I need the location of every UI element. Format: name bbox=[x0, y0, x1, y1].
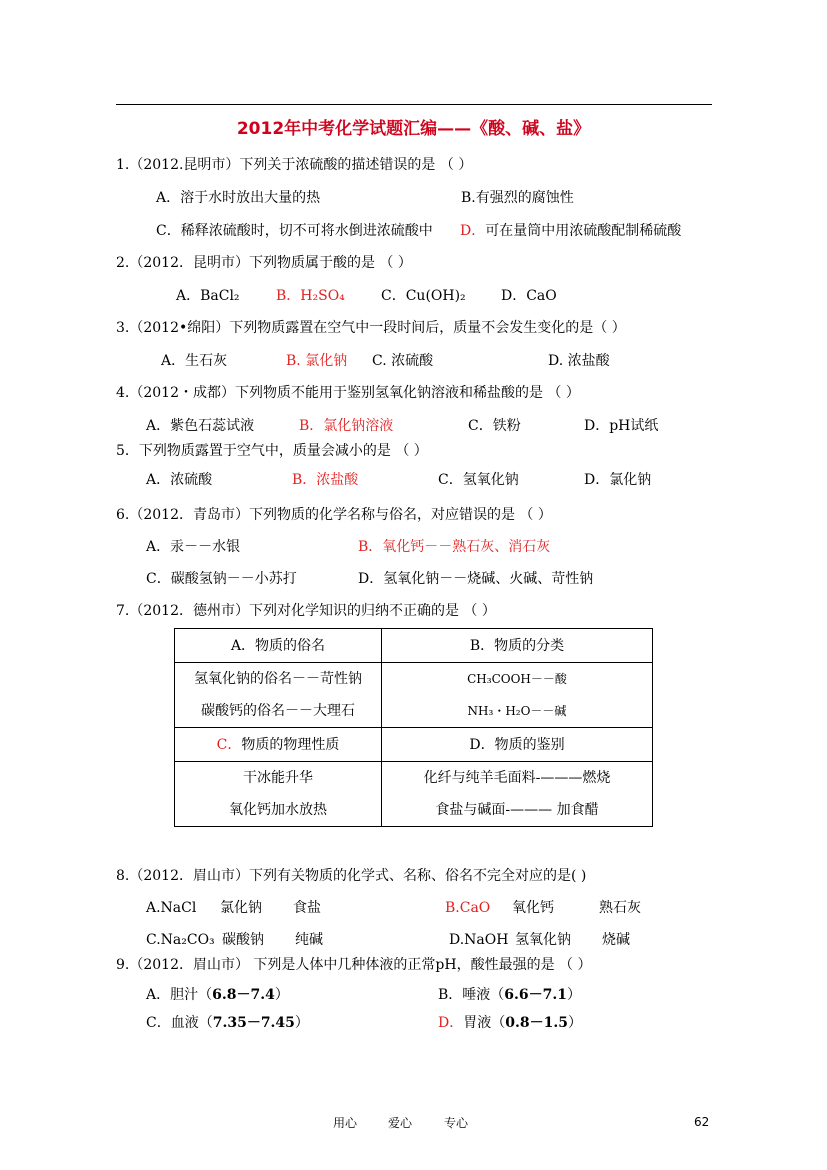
q9-c-close: ） bbox=[294, 1015, 309, 1031]
q8-a-formula: A.NaCl bbox=[146, 900, 197, 916]
q9-d-close: ） bbox=[567, 1015, 582, 1031]
q9-option-c bbox=[146, 1013, 309, 1033]
q7-cell-c-body bbox=[175, 762, 382, 827]
q8-a-name: 氯化钠 bbox=[220, 900, 262, 916]
q7-b-line2: NH₃・H₂O－－碱 bbox=[467, 704, 567, 718]
q2-option-c: C．Cu(OH)₂ bbox=[381, 288, 466, 304]
q9-a-close: ） bbox=[274, 987, 289, 1003]
q1-option-d-text: 可在量筒中用浓硫酸配制稀硫酸 bbox=[485, 223, 682, 239]
q8-b-formula: B.CaO bbox=[445, 900, 491, 916]
q7-cell-b-body bbox=[382, 663, 653, 728]
q9-answer-letter: D． bbox=[438, 1015, 464, 1031]
q2-stem: 2.（2012．昆明市）下列物质属于酸的是 （ ） bbox=[116, 255, 412, 271]
q1-option-c: C．稀释浓硫酸时，切不可将水倒进浓硫酸中 bbox=[156, 223, 433, 239]
q8-c-formula: C.Na₂CO₃ bbox=[146, 932, 215, 948]
q6-option-b: B．氧化钙－－熟石灰、消石灰 bbox=[358, 539, 551, 555]
q7-cell-a-body bbox=[175, 663, 382, 728]
q7-c-line2: 氧化钙加水放热 bbox=[229, 802, 327, 818]
q5-option-b: B．浓盐酸 bbox=[292, 472, 359, 488]
q3-option-b bbox=[286, 351, 347, 371]
q6-option-c: C．碳酸氢钠－－小苏打 bbox=[146, 571, 297, 587]
q5-option-a: A．浓硫酸 bbox=[146, 472, 213, 488]
q4-stem: 4.（2012・成都）下列物质不能用于鉴别氢氧化钠溶液和稀盐酸的是 （ ） bbox=[116, 385, 580, 401]
q9-b-value: 6.6－7.1 bbox=[504, 987, 568, 1003]
q9-b-close: ） bbox=[567, 987, 582, 1003]
q7-cell-b-head: B．物质的分类 bbox=[382, 629, 653, 663]
q4-option-d: D．pH试纸 bbox=[584, 418, 659, 434]
q8-a-common: 食盐 bbox=[293, 900, 321, 916]
q9-option-d bbox=[438, 1013, 582, 1033]
q9-a-text: A．胆汁（ bbox=[146, 987, 213, 1003]
q8-c-common: 纯碱 bbox=[295, 932, 323, 948]
q1-answer-letter: D． bbox=[460, 223, 486, 239]
q8-b-common: 熟石灰 bbox=[599, 900, 641, 916]
q2-option-b: B．H₂SO₄ bbox=[276, 288, 345, 304]
q7-c-line1: 干冰能升华 bbox=[243, 770, 313, 786]
q7-a-line1: 氢氧化钠的俗名－－苛性钠 bbox=[194, 671, 362, 687]
page-number: 62 bbox=[694, 1115, 710, 1129]
page-title: 2012年中考化学试题汇编——《酸、碱、盐》 bbox=[236, 119, 591, 139]
q4-option-a: A．紫色石蕊试液 bbox=[146, 418, 255, 434]
q7-knowledge-table bbox=[174, 628, 653, 827]
q7-c-head-text: 物质的物理性质 bbox=[241, 736, 340, 753]
q2-option-a: A．BaCl₂ bbox=[176, 288, 240, 304]
q8-d-common: 烧碱 bbox=[602, 932, 630, 948]
q1-stem: 1.（2012.昆明市）下列关于浓硫酸的描述错误的是 （ ） bbox=[116, 157, 473, 173]
q7-cell-a-head: A．物质的俗名 bbox=[175, 629, 382, 663]
q7-d-line2: 食盐与碱面-——— 加食醋 bbox=[435, 802, 599, 818]
q7-answer-letter: C． bbox=[216, 736, 242, 753]
q2-option-d: D．CaO bbox=[501, 288, 557, 304]
q6-option-d: D．氢氧化钠－－烧碱、火碱、苛性钠 bbox=[358, 571, 594, 587]
q3-option-b-text: B. 氯化钠 bbox=[286, 353, 348, 369]
q8-stem: 8.（2012．眉山市）下列有关物质的化学式、名称、俗名不完全对应的是( ) bbox=[116, 868, 587, 884]
q4-option-c: C．铁粉 bbox=[468, 418, 521, 434]
q9-b-text: B．唾液（ bbox=[438, 987, 505, 1003]
q7-cell-c-head bbox=[175, 728, 382, 762]
q7-stem: 7.（2012．德州市）下列对化学知识的归纳不正确的是 （ ） bbox=[116, 603, 496, 619]
q9-a-value: 6.8－7.4 bbox=[212, 987, 275, 1003]
q7-a-line2: 碳酸钙的俗名－－大理石 bbox=[201, 703, 355, 719]
q8-b-name: 氧化钙 bbox=[512, 900, 554, 916]
q9-option-a bbox=[146, 985, 289, 1005]
footer-word-2: 爱心 bbox=[388, 1116, 413, 1130]
q5-option-c: C．氢氧化钠 bbox=[438, 472, 519, 488]
q9-d-text: 胃液（ bbox=[463, 1015, 506, 1031]
q4-option-b: B．氯化钠溶液 bbox=[299, 418, 394, 434]
footer-word-1: 用心 bbox=[333, 1116, 358, 1130]
q3-option-a: A．生石灰 bbox=[161, 353, 228, 369]
q1-option-d bbox=[460, 221, 681, 241]
q8-d-formula: D.NaOH bbox=[449, 932, 509, 948]
q7-d-line1: 化纤与纯羊毛面料-———燃烧 bbox=[423, 770, 611, 786]
q6-stem: 6.（2012．青岛市）下列物质的化学名称与俗名，对应错误的是 （ ） bbox=[116, 507, 552, 523]
q9-c-value: 7.35－7.45 bbox=[212, 1015, 295, 1031]
q7-b-line1: CH₃COOH－－酸 bbox=[467, 672, 567, 686]
q7-cell-d-head: D．物质的鉴别 bbox=[382, 728, 653, 762]
q9-option-b bbox=[438, 985, 581, 1005]
q5-stem: 5．下列物质露置于空气中，质量会减小的是 （ ） bbox=[116, 443, 428, 459]
q3-stem: 3.（2012•绵阳）下列物质露置在空气中一段时间后，质量不会发生变化的是（ ） bbox=[116, 320, 626, 336]
footer-word-3: 专心 bbox=[444, 1116, 469, 1130]
q3-option-d: D. 浓盐酸 bbox=[548, 353, 610, 369]
q6-option-a: A．汞－－水银 bbox=[146, 539, 241, 555]
q8-d-name: 氢氧化钠 bbox=[515, 932, 571, 948]
q1-option-a: A．溶于水时放出大量的热 bbox=[156, 190, 321, 206]
q9-d-value: 0.8－1.5 bbox=[505, 1015, 568, 1031]
q9-stem: 9.（2012．眉山市） 下列是人体中几种体液的正常pH，酸性最强的是 （ ） bbox=[116, 957, 592, 973]
q5-option-d: D．氯化钠 bbox=[584, 472, 652, 488]
q8-c-name: 碳酸钠 bbox=[222, 932, 264, 948]
q7-cell-d-body bbox=[382, 762, 653, 827]
header-rule bbox=[116, 104, 712, 105]
q3-option-c: C. 浓硫酸 bbox=[372, 353, 434, 369]
q1-option-b: B.有强烈的腐蚀性 bbox=[461, 190, 574, 206]
q9-c-text: C．血液（ bbox=[146, 1015, 213, 1031]
